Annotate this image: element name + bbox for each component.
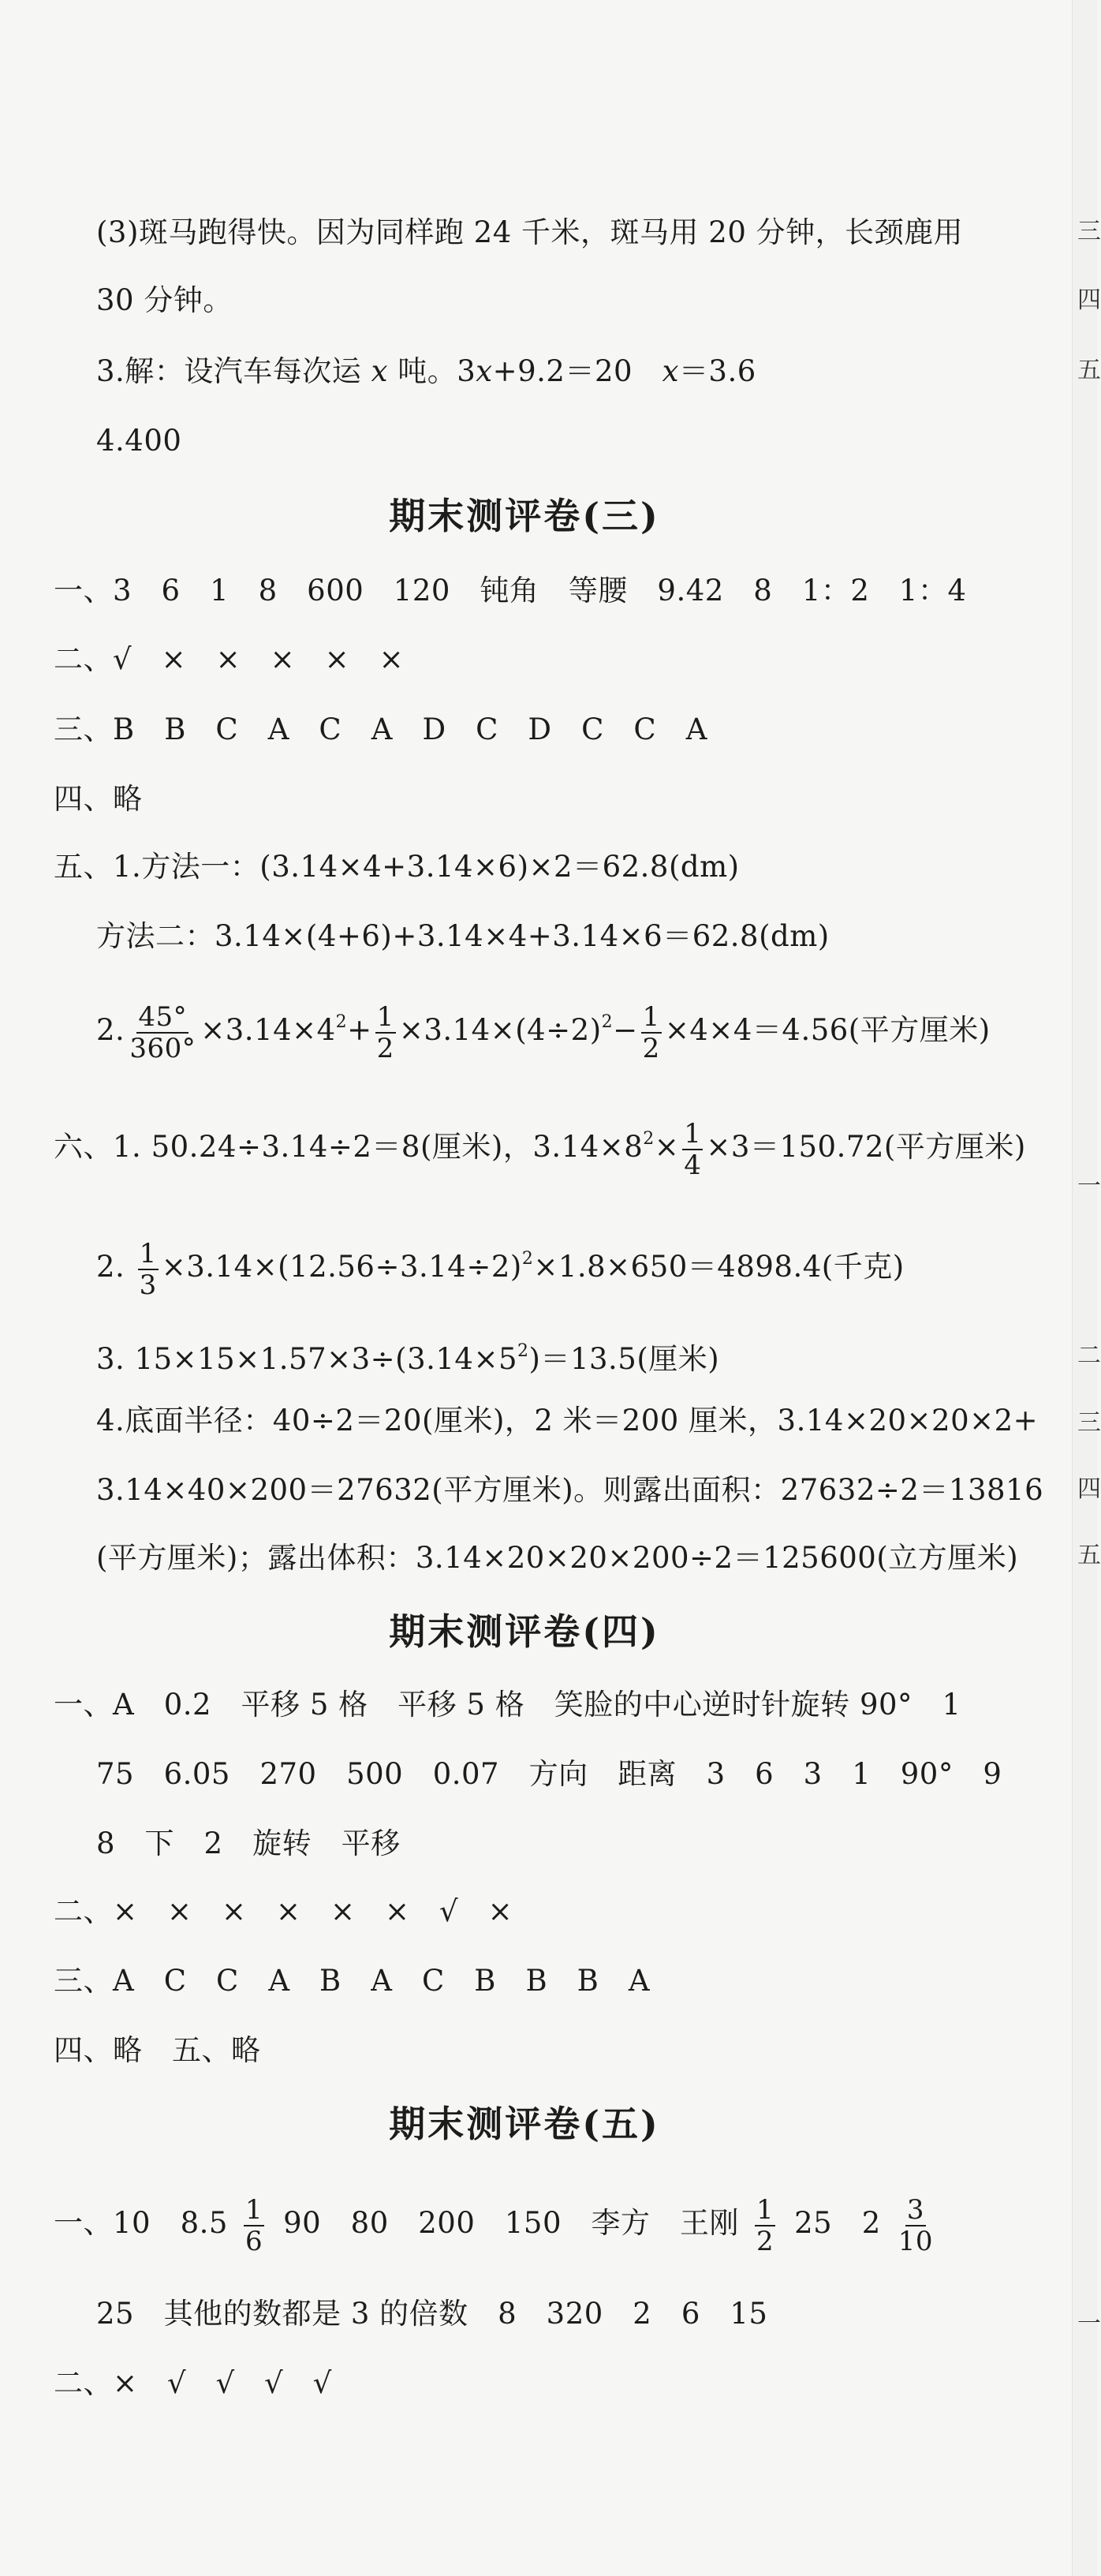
edge-char: 四: [1077, 1475, 1101, 1503]
answer-line: 二、× × × × × × √ ×: [54, 1894, 513, 1928]
answer-line: 四、略: [54, 782, 143, 816]
section-title: 期末测评卷(四): [389, 1610, 660, 1653]
edge-char: 五: [1077, 357, 1101, 384]
edge-char: 一: [1077, 2310, 1101, 2338]
edge-char: 一: [1077, 1172, 1101, 1200]
edge-char: 二: [1077, 1342, 1101, 1370]
answer-line: 五、1.方法一：(3.14×4+3.14×6)×2＝62.8(dm): [54, 850, 740, 884]
answer-line: 一、3 6 1 8 600 120 钝角 等腰 9.42 8 1：2 1：4: [54, 574, 967, 608]
answer-line: 3. $15\times 15\times 1.57\times 3\div(3.14\times 5^2)=13.5$(厘米): [96, 1341, 720, 1376]
answer-line: (3)斑马跑得快。因为同样跑 24 千米，斑马用 20 分钟，长颈鹿用: [96, 215, 964, 249]
edge-char: 五: [1077, 1542, 1101, 1569]
answer-line: 三、B B C A C A D C D C C A: [54, 712, 707, 746]
fraction: $\frac{1}{2}$: [756, 2193, 774, 2257]
answer-line: 方法二：3.14×(4+6)+3.14×4+3.14×6＝62.8(dm): [96, 919, 830, 953]
answer-line: 二、√ × × × × ×: [54, 642, 405, 676]
edge-char: 四: [1077, 286, 1101, 314]
formula-line: 2. $\frac{1}{3}$ $\times 3.14\times(12.56\div 3.14\div 2)^2\times 1.8\times 650=4898.4$(千克): [96, 1237, 905, 1301]
answer-line: 二、× √ √ √ √: [54, 2366, 332, 2400]
fraction: $\frac{1}{2}$: [376, 1000, 394, 1064]
adjacent-page-edge: [1072, 0, 1101, 2576]
formula-line: 一、10 8.5 $\frac{1}{6}$ 90 80 200 150 李方 王刚 $\frac{1}{2}$ 25 2 $\frac{3}{10}$: [54, 2193, 934, 2257]
fraction: $\frac{1}{3}$: [139, 1237, 157, 1301]
fraction: $\frac{1}{6}$: [244, 2193, 263, 2257]
answer-line: 三、A C C A B A C B B B A: [54, 1964, 651, 1998]
answer-line: 75 6.05 270 500 0.07 方向 距离 3 6 3 1 90° 9: [96, 1757, 1002, 1791]
answer-line: 3.14×40×200＝27632(平方厘米)。则露出面积：27632÷2＝13816: [96, 1473, 1044, 1507]
edge-char: 三: [1077, 1409, 1101, 1437]
formula-line: 2. $\frac{45^\circ}{360^\circ}$ $\times 3.14\times 4^2+$ $\frac{1}{2}$ $\times 3.14\times(4\div 2)^2-$ $\frac{1}{2}$ ×4×4＝4.56(平方厘米): [96, 1000, 991, 1064]
answer-line: 3.解：设汽车每次运 x 吨。3x+9.2＝20 x＝3.6: [96, 354, 756, 388]
answer-line: 8 下 2 旋转 平移: [96, 1826, 401, 1860]
fraction: $\frac{1}{2}$: [642, 1000, 660, 1064]
section-title: 期末测评卷(三): [389, 495, 660, 537]
answer-line: 一、A 0.2 平移 5 格 平移 5 格 笑脸的中心逆时针旋转 90° 1: [54, 1688, 961, 1722]
answer-line: 4.400: [96, 424, 182, 458]
answer-line: 25 其他的数都是 3 的倍数 8 320 2 6 15: [96, 2297, 768, 2331]
edge-char: 三: [1077, 218, 1101, 245]
answer-line: 30 分钟。: [96, 283, 233, 317]
answer-line: (平方厘米)；露出体积：3.14×20×20×200÷2＝125600(立方厘米): [96, 1541, 1019, 1575]
answer-line: 四、略 五、略: [54, 2033, 261, 2067]
fraction: $\frac{3}{10}$: [898, 2193, 934, 2257]
section-title: 期末测评卷(五): [389, 2103, 660, 2145]
answer-line: 4.底面半径：40÷2＝20(厘米)，2 米＝200 厘米，3.14×20×20×2+: [96, 1404, 1039, 1438]
fraction: $\frac{1}{4}$: [684, 1117, 702, 1181]
fraction: $\frac{45^\circ}{360^\circ}$: [129, 1000, 196, 1064]
formula-line: 六、1. 50.24÷3.14÷2＝8(厘米)，$3.14\times 8^2\times$ $\frac{1}{4}$ ×3＝150.72(平方厘米): [54, 1117, 1026, 1181]
